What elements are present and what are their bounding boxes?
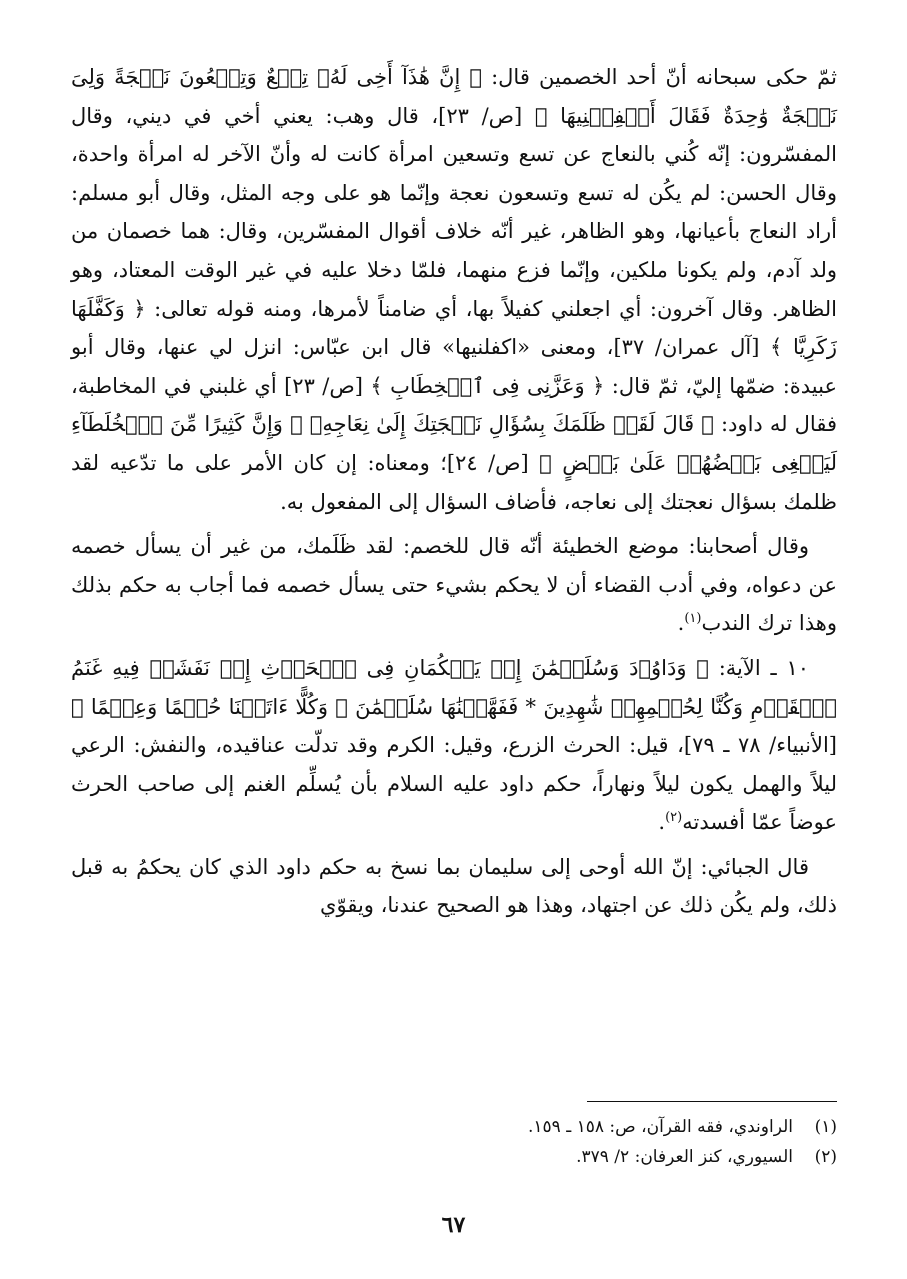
paragraph-2-end: . — [677, 611, 685, 636]
footnotes — [71, 1112, 837, 1172]
footnote-1 — [71, 1112, 837, 1142]
footnote-text: الراوندي، فقه القرآن، ص: ١٥٨ ـ ١٥٩. — [528, 1117, 793, 1137]
main-text — [71, 58, 837, 925]
footnote-number: (٢) — [814, 1147, 837, 1167]
paragraph-3 — [71, 649, 837, 842]
paragraph-3-end: . — [658, 810, 666, 835]
paragraph-1: ثمّ حكى سبحانه أنّ أحد الخصمين قال: ﴿ إِنَّ هَٰذَآ أَخِى لَهُۥ تِسۡعٌ وَتِسۡعُونَ نَعۡجَةً وَلِىَ نَعۡجَةٌ وَٰحِدَةٌ فَقَالَ أَكۡفِلۡنِيهَا ﴾ [ص/ ٢٣]، قال وهب: يعني أخي في ديني، وقال المفسّرون: إنّه كُني بالنعاج عن تسع وتسعين امرأة كانت له وأنّ الآخر له امرأة واحدة، وقال الحسن: لم يكُن له تسع وتسعون نعجة وإنّما هو على وجه المثل، وقال أبو مسلم: أراد النعاج بأعيانها، وهو الظاهر، غير أنّه خلاف أقوال المفسّرين، وقال: هما خصمان من ولد آدم، ولم يكونا ملكين، وإنّما فزع منهما، فلمّا دخلا عليه في غير الوقت المعتاد، وهو الظاهر. وقال آخرون: أي اجعلني كفيلاً بها، أي ضامناً لأمرها، ومنه قوله تعالى: ﴿ وَكَفَّلَهَا زَكَرِيَّا ﴾ [آل عمران/ ٣٧]، ومعنى «اكفلنيها» قال ابن عبّاس: انزل لي عنها، وقال أبو عبيدة: ضمّها إليّ، ثمّ قال: ﴿ وَعَزَّنِى فِى ٱلۡخِطَابِ ﴾ [ص/ ٢٣] أي غلبني في المخاطبة، فقال له داود: ﴿ قَالَ لَقَدۡ ظَلَمَكَ بِسُؤَالِ نَعۡجَتِكَ إِلَىٰ نِعَاجِهِۦ ۖ وَإِنَّ كَثِيرًا مِّنَ ٱلۡخُلَطَآءِ لَيَبۡغِى بَعۡضُهُمۡ عَلَىٰ بَعۡضٍ ﴾ [ص/ ٢٤]؛ ومعناه: إن كان الأمر على ما تدّعيه لقد ظلمك بسؤال نعجتك إلى نعاجه، فأضاف السؤال إلى المفعول به. — [71, 65, 838, 514]
paragraph-4: قال الجبائي: إنّ الله أوحى إلى سليمان بما نسخ به حكم داود الذي كان يحكمُ به قبل ذلك، ولم يكُن ذلك عن اجتهاد، وهذا هو الصحيح عندنا، ويقوّي — [71, 854, 837, 918]
page-number: ٦٧ — [441, 1212, 466, 1238]
footnote-ref-2: (٢) — [665, 810, 683, 826]
paragraph-2-text: وقال أصحابنا: موضع الخطيئة أنّه قال للخصم: لقد ظَلَمك، من غير أن يسأل خصمه عن دعواه، وفي أدب القضاء أن لا يحكم بشيء حتى يسأل خصمه فما أجاب به حكم بذلك وهذا ترك الندب — [71, 534, 837, 636]
footnote-ref-1: (١) — [684, 611, 702, 627]
footnote-2 — [71, 1142, 837, 1172]
footnote-divider — [587, 1101, 837, 1102]
paragraph-2 — [71, 527, 837, 643]
paragraph-3-text: ١٠ ـ الآية: ﴿ وَدَاوُۥدَ وَسُلَيۡمَٰنَ إِذۡ يَحۡكُمَانِ فِى ٱلۡحَرۡثِ إِذۡ نَفَشَتۡ فِيهِ غَنَمُ ٱلۡقَوۡمِ وَكُنَّا لِحُكۡمِهِمۡ شَٰهِدِينَ * فَفَهَّمۡنَٰهَا سُلَيۡمَٰنَ ۚ وَكُلًّا ءَاتَيۡنَا حُكۡمًا وَعِلۡمًا ﴾ [الأنبياء/ ٧٨ ـ ٧٩]، قيل: الحرث الزرع، وقيل: الكرم وقد تدلّت عناقيده، والنفش: الرعي ليلاً والهمل يكون ليلاً ونهاراً، حكم داود عليه السلام بأن يُسلِّم الغنم إلى صاحب الحرث عوضاً عمّا أفسدته — [71, 655, 837, 835]
footnote-number: (١) — [814, 1117, 837, 1137]
footnote-text: السيوري، كنز العرفان: ٢/ ٣٧٩. — [576, 1147, 793, 1167]
